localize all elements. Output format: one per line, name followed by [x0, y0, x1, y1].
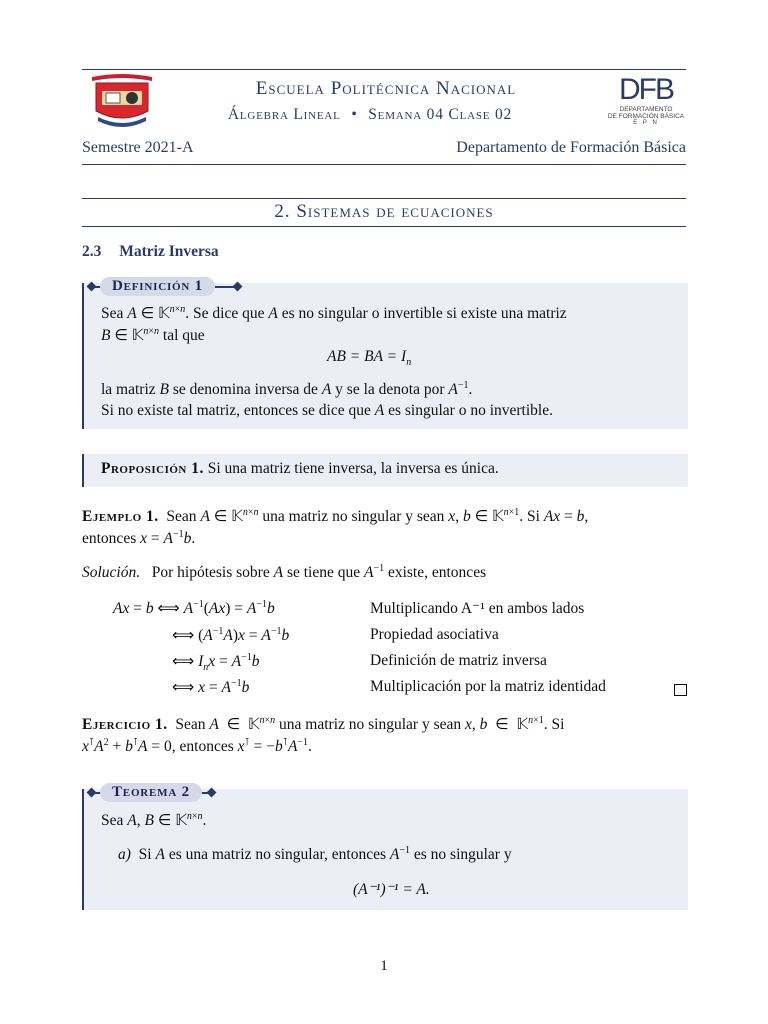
theorem-display-equation: (A⁻¹)⁻¹ = A. [353, 881, 430, 898]
definition-text: y se la denota por [331, 381, 449, 399]
exercise-line-1: Ejercicio 1. Sean A ∈ 𝕂$^{n\times n}$ una matriz no singular y sean x, b ∈ 𝕂$^{n\times 1}$. Si [82, 715, 565, 734]
solution-text: Por hipótesis sobre [151, 564, 274, 582]
theorem-item-a-label: a) [118, 846, 131, 864]
derivation-step-2-reason: Propiedad asociativa [370, 626, 499, 643]
solution-label: Solución. [82, 564, 141, 582]
page-number: 1 [380, 958, 388, 974]
dfb-logo-sub1: DEPARTAMENTO [619, 106, 673, 113]
definition-line-4: Si no existe tal matriz, entonces se dice que A es singular o no invertible. [101, 402, 553, 419]
dfb-logo-sub3: E P N [633, 120, 659, 126]
example-text: Sean [166, 508, 201, 526]
example-text: una matriz no singular y sean [258, 508, 449, 526]
department: Departamento de Formación Básica [456, 139, 686, 156]
bullet: • [351, 106, 358, 123]
semester: Semestre 2021-A [82, 139, 194, 156]
week-class: Semana 04 Clase 02 [368, 106, 513, 123]
definition-text: es singular o no invertible. [384, 402, 553, 419]
theorem-text: Sea [101, 812, 128, 830]
qed-square-icon [674, 682, 687, 700]
header-top-rule [82, 69, 686, 70]
theorem-text: es una matriz no singular, entonces [164, 846, 390, 864]
subsection-number: 2.3 [82, 243, 102, 260]
definition-display-equation: AB = BA = $I_n$ [327, 348, 412, 369]
exercise-text: Sean [175, 716, 210, 734]
definition-label: Definición 1 [100, 277, 215, 296]
theorem-label: Teorema 2 [100, 783, 202, 802]
definition-text: es no singular o invertible si existe una matriz [277, 305, 567, 323]
dfb-logo [606, 74, 686, 130]
proposition-text: Si una matriz tiene inversa, la inversa es única. [207, 460, 499, 477]
example-line-2: entonces $x = A^{-1}b$. [82, 529, 196, 548]
definition-text: . Se dice que [185, 305, 269, 323]
derivation-step-3-math: ⟺ $I_nx = A^{-1}b$ [172, 652, 260, 674]
theorem-item-a: a) Si A es una matriz no singular, entonces $A^{-1}$ es no singular y [118, 845, 512, 864]
definition-line-2: B ∈ 𝕂$^{n\times n}$ tal que [101, 326, 205, 345]
subsection-heading [82, 243, 219, 261]
course-name: Álgebra Lineal [227, 106, 341, 123]
proposition-label: Proposición 1. [101, 460, 204, 477]
definition-equation: AB = BA = I [327, 348, 407, 365]
proposition-line [101, 460, 499, 478]
subsection-title: Matriz Inversa [119, 243, 219, 260]
section-top-rule [82, 198, 686, 199]
section-title: 2. Sistemas de ecuaciones [274, 201, 494, 222]
solution-text: se tiene que [283, 564, 364, 582]
school-name: Escuela Politécnica Nacional [255, 78, 517, 99]
derivation-step-4-reason: Multiplicación por la matriz identidad [370, 678, 606, 695]
example-text: entonces [82, 530, 141, 548]
definition-text: Si no existe tal matriz, entonces se dice que [101, 402, 375, 419]
theorem-text: Si [138, 846, 156, 864]
derivation-step-1-math: Ax = b ⟺ $A^{-1}(Ax) = A^{-1}b$ [113, 599, 275, 618]
example-text: . Si [519, 508, 544, 526]
definition-line-3: la matriz B se denomina inversa de A y se la denota por $A^{-1}$. [101, 380, 473, 399]
exercise-text: . Si [543, 716, 565, 734]
definition-text: Sea [101, 305, 128, 323]
derivation-step-1-reason: Multiplicando A⁻¹ en ambos lados [370, 600, 585, 617]
header-bottom-rule [82, 164, 686, 165]
solution-text: existe, entonces [384, 564, 487, 582]
definition-text: tal que [159, 327, 205, 345]
exercise-label: Ejercicio 1. [82, 716, 168, 734]
derivation-step-3-reason: Definición de matriz inversa [370, 652, 547, 669]
epn-logo [88, 73, 156, 133]
example-line-1: Ejemplo 1. Sean A ∈ 𝕂$^{n\times n}$ una matriz no singular y sean x, b ∈ 𝕂$^{n\times 1}$. Si Ax = b, [82, 507, 589, 526]
definition-line-1: Sea A ∈ 𝕂$^{n\times n}$. Se dice que A es no singular o invertible si existe una matriz [101, 304, 567, 323]
exercise-text: , entonces [171, 738, 238, 756]
theorem-line-1: Sea A, B ∈ 𝕂$^{n\times n}$. [101, 811, 207, 830]
theorem-text: es no singular y [410, 846, 512, 864]
definition-text: la matriz [101, 381, 160, 399]
section-bottom-rule [82, 226, 686, 227]
definition-text: se denomina inversa de [169, 381, 322, 399]
derivation-step-4-math: ⟺ $x = A^{-1}b$ [172, 678, 250, 697]
dfb-logo-letters: DFB [619, 73, 673, 106]
solution-line: Solución. Por hipótesis sobre A se tiene que $A^{-1}$ existe, entonces [82, 563, 487, 582]
dfb-logo-sub2: DE FORMACIÓN BÁSICA [607, 113, 685, 120]
exercise-line-2: $x^⊺A^2 + b^⊺A = 0$, entonces $x^⊺ = -b^⊺A^{-1}$. [82, 737, 312, 756]
derivation-step-2-math: ⟺ $(A^{-1}A)x = A^{-1}b$ [172, 626, 290, 645]
example-label: Ejemplo 1. [82, 508, 159, 526]
course-line [200, 106, 540, 124]
exercise-text: una matriz no singular y sean [275, 716, 465, 734]
